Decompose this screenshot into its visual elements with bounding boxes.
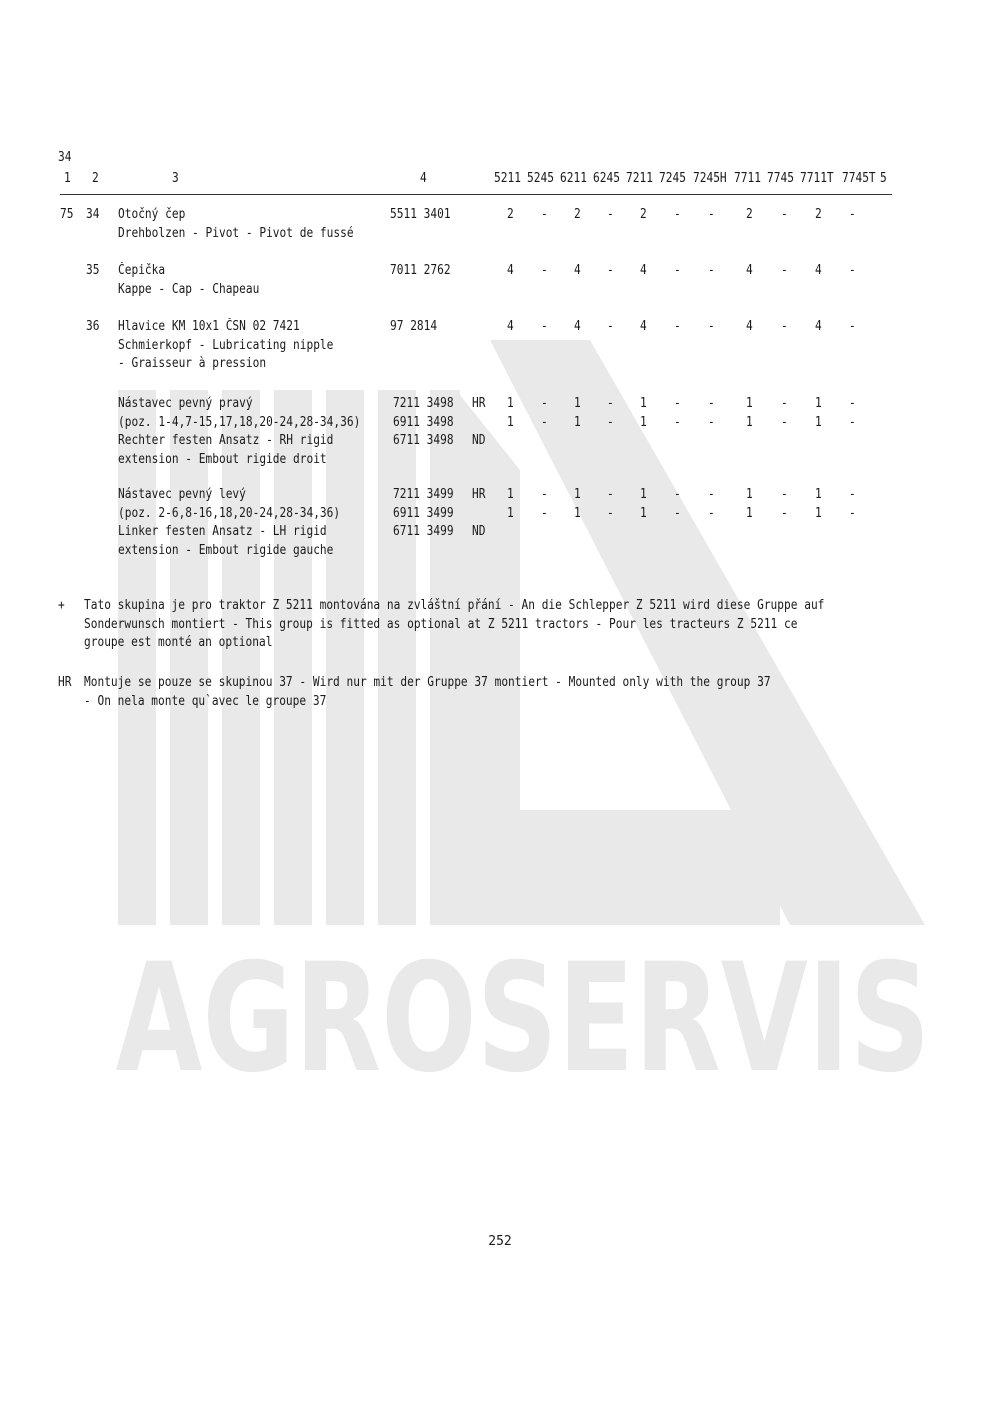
part-number: 6911 3499 bbox=[393, 505, 454, 521]
part-number: 6911 3498 bbox=[393, 414, 454, 430]
part-number: 7011 2762 bbox=[390, 263, 451, 278]
part-description: Linker festen Ansatz - LH rigid bbox=[118, 524, 327, 539]
quantity-cell: - bbox=[781, 207, 788, 222]
quantity-cell: 2 bbox=[640, 207, 647, 222]
quantity-cell: 1 bbox=[640, 505, 647, 521]
footnote-mark: HR bbox=[58, 675, 72, 690]
quantity-cell: - bbox=[541, 414, 548, 430]
quantity-cell: 1 bbox=[507, 505, 514, 521]
footnote-text: Montuje se pouze se skupinou 37 - Wird nur mit der Gruppe 37 montiert - Mounted only with the group 37 bbox=[84, 675, 771, 690]
part-description: Nástavec pevný pravý bbox=[118, 396, 253, 411]
footnote-text: Tato skupina je pro traktor Z 5211 montována na zvláštní přání - An die Schlepper Z 5211 wird diese Gruppe auf bbox=[84, 598, 825, 613]
quantity-cell: - bbox=[781, 263, 788, 278]
quantity-cell: 2 bbox=[574, 207, 581, 222]
quantity-cell: 1 bbox=[815, 487, 822, 502]
part-description: Rechter festen Ansatz - RH rigid bbox=[118, 433, 334, 448]
footnote-mark: + bbox=[58, 598, 65, 613]
quantity-cell: - bbox=[674, 207, 681, 222]
quantity-cell: - bbox=[607, 505, 614, 521]
col-header-1: 1 bbox=[64, 171, 71, 186]
quantity-cell: - bbox=[849, 319, 856, 334]
part-number: 7211 3499 bbox=[393, 487, 454, 502]
part-description: Drehbolzen - Pivot - Pivot de fussé bbox=[118, 225, 354, 241]
quantity-cell: - bbox=[541, 505, 548, 521]
quantity-cell: - bbox=[674, 263, 681, 278]
col-header-5: 5 bbox=[880, 171, 887, 186]
quantity-cell: - bbox=[849, 487, 856, 502]
quantity-cell: 1 bbox=[574, 414, 581, 430]
quantity-cell: 4 bbox=[640, 263, 647, 278]
quantity-cell: - bbox=[849, 396, 856, 411]
quantity-cell: 1 bbox=[746, 505, 753, 521]
page-number: 252 bbox=[488, 1234, 512, 1249]
quantity-cell: 1 bbox=[746, 414, 753, 430]
footnote-text: groupe est monté an optional bbox=[84, 635, 273, 650]
quantity-cell: - bbox=[781, 487, 788, 502]
quantity-cell: 1 bbox=[574, 505, 581, 521]
model-header: 7711 bbox=[734, 171, 761, 186]
quantity-cell: 1 bbox=[507, 396, 514, 411]
part-description: Hlavice KM 10x1 ČSN 02 7421 bbox=[118, 319, 300, 334]
quantity-cell: 1 bbox=[640, 414, 647, 430]
part-number: 6711 3499 bbox=[393, 524, 454, 539]
part-description: (poz. 1-4,7-15,17,18,20-24,28-34,36) bbox=[118, 414, 361, 430]
quantity-cell: - bbox=[708, 487, 715, 502]
quantity-cell: - bbox=[607, 396, 614, 411]
quantity-cell: - bbox=[781, 396, 788, 411]
quantity-cell: - bbox=[781, 414, 788, 430]
model-header: 7711T bbox=[800, 171, 834, 186]
part-description: Schmierkopf - Lubricating nipple bbox=[118, 337, 334, 353]
quantity-cell: 1 bbox=[746, 396, 753, 411]
part-note: HR bbox=[472, 487, 486, 502]
part-number: 97 2814 bbox=[390, 319, 438, 334]
quantity-cell: 1 bbox=[574, 396, 581, 411]
part-description: Nástavec pevný levý bbox=[118, 487, 246, 502]
quantity-cell: - bbox=[607, 263, 614, 278]
footnote-text: - On nela monte qu`avec le groupe 37 bbox=[84, 693, 327, 709]
quantity-cell: - bbox=[541, 319, 548, 334]
part-description: Čepička bbox=[118, 263, 166, 278]
quantity-cell: - bbox=[849, 505, 856, 521]
quantity-cell: - bbox=[607, 487, 614, 502]
quantity-cell: - bbox=[708, 505, 715, 521]
model-header: 6245 bbox=[593, 171, 620, 186]
quantity-cell: 2 bbox=[815, 207, 822, 222]
quantity-cell: 4 bbox=[574, 263, 581, 278]
model-header: 7211 bbox=[626, 171, 653, 186]
quantity-cell: 1 bbox=[507, 487, 514, 502]
footnote-text: Sonderwunsch montiert - This group is fitted as optional at Z 5211 tractors - Pour les tracteurs Z 5211 ce bbox=[84, 616, 798, 632]
quantity-cell: - bbox=[708, 263, 715, 278]
quantity-cell: 4 bbox=[746, 319, 753, 334]
quantity-cell: - bbox=[849, 207, 856, 222]
quantity-cell: 4 bbox=[507, 319, 514, 334]
quantity-cell: - bbox=[607, 414, 614, 430]
quantity-cell: - bbox=[781, 505, 788, 521]
quantity-cell: - bbox=[541, 487, 548, 502]
quantity-cell: 2 bbox=[507, 207, 514, 222]
quantity-cell: - bbox=[708, 414, 715, 430]
quantity-cell: 1 bbox=[815, 396, 822, 411]
model-header: 7745 bbox=[767, 171, 794, 186]
watermark-text: AGROSERVIS bbox=[115, 932, 931, 1106]
part-description: - Graisseur à pression bbox=[118, 356, 267, 371]
header-rule bbox=[60, 194, 892, 195]
quantity-cell: 2 bbox=[746, 207, 753, 222]
quantity-cell: 4 bbox=[640, 319, 647, 334]
quantity-cell: - bbox=[541, 263, 548, 278]
part-number: 5511 3401 bbox=[390, 207, 451, 222]
position-subnumber: 36 bbox=[86, 319, 100, 334]
quantity-cell: - bbox=[781, 319, 788, 334]
quantity-cell: - bbox=[541, 207, 548, 222]
part-note: ND bbox=[472, 433, 486, 448]
part-description: Kappe - Cap - Chapeau bbox=[118, 281, 260, 297]
quantity-cell: 1 bbox=[640, 396, 647, 411]
part-note: HR bbox=[472, 396, 486, 411]
quantity-cell: 1 bbox=[574, 487, 581, 502]
quantity-cell: - bbox=[708, 319, 715, 334]
position-subnumber: 35 bbox=[86, 263, 100, 278]
quantity-cell: 1 bbox=[640, 487, 647, 502]
quantity-cell: 1 bbox=[746, 487, 753, 502]
quantity-cell: - bbox=[607, 207, 614, 222]
quantity-cell: - bbox=[674, 396, 681, 411]
quantity-cell: 4 bbox=[815, 263, 822, 278]
part-description: Otočný čep bbox=[118, 207, 186, 222]
model-header: 7245H bbox=[693, 171, 727, 186]
quantity-cell: - bbox=[708, 396, 715, 411]
model-header: 7745T bbox=[842, 171, 876, 186]
model-header: 7245 bbox=[659, 171, 686, 186]
part-description: extension - Embout rigide droit bbox=[118, 451, 327, 467]
quantity-cell: 4 bbox=[574, 319, 581, 334]
part-description: extension - Embout rigide gauche bbox=[118, 542, 334, 558]
part-description: (poz. 2-6,8-16,18,20-24,28-34,36) bbox=[118, 505, 341, 521]
quantity-cell: - bbox=[849, 263, 856, 278]
quantity-cell: - bbox=[541, 396, 548, 411]
position-subnumber: 34 bbox=[86, 207, 100, 222]
group-number: 34 bbox=[58, 150, 72, 165]
quantity-cell: 1 bbox=[815, 414, 822, 430]
quantity-cell: 4 bbox=[507, 263, 514, 278]
quantity-cell: 1 bbox=[507, 414, 514, 430]
model-header: 5211 bbox=[494, 171, 521, 186]
model-header: 5245 bbox=[527, 171, 554, 186]
position-number: 75 bbox=[60, 207, 74, 222]
quantity-cell: 4 bbox=[746, 263, 753, 278]
quantity-cell: - bbox=[674, 319, 681, 334]
quantity-cell: 4 bbox=[815, 319, 822, 334]
quantity-cell: - bbox=[674, 414, 681, 430]
col-header-4: 4 bbox=[420, 171, 427, 186]
quantity-cell: - bbox=[849, 414, 856, 430]
quantity-cell: - bbox=[708, 207, 715, 222]
part-note: ND bbox=[472, 524, 486, 539]
model-header: 6211 bbox=[560, 171, 587, 186]
col-header-3: 3 bbox=[172, 171, 179, 186]
quantity-cell: - bbox=[607, 319, 614, 334]
col-header-2: 2 bbox=[92, 171, 99, 186]
part-number: 6711 3498 bbox=[393, 433, 454, 448]
quantity-cell: - bbox=[674, 505, 681, 521]
quantity-cell: - bbox=[674, 487, 681, 502]
quantity-cell: 1 bbox=[815, 505, 822, 521]
part-number: 7211 3498 bbox=[393, 396, 454, 411]
